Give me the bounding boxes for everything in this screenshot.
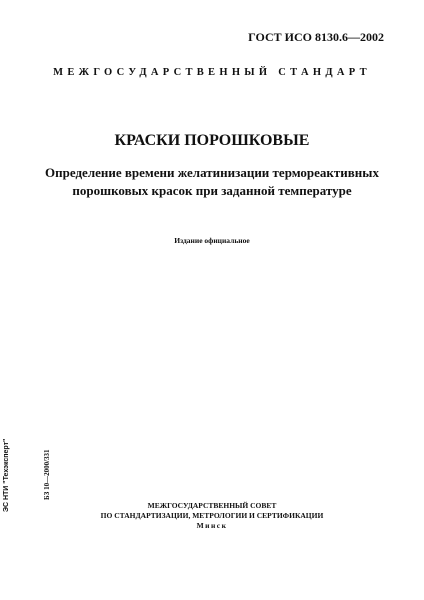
edition-note: Издание официальное	[174, 236, 250, 245]
gost-number: ГОСТ ИСО 8130.6—2002	[248, 30, 384, 44]
subtitle-line-1: Определение времени желатинизации термореактивных	[45, 165, 379, 180]
subtitle-line-2: порошковых красок при заданной температуре	[72, 183, 352, 198]
publisher-line-1: МЕЖГОСУДАРСТВЕННЫЙ СОВЕТ	[147, 501, 277, 510]
document-subtitle	[30, 164, 394, 200]
publisher-city: Минск	[196, 521, 228, 530]
publisher-block	[0, 501, 424, 531]
standard-type-heading: МЕЖГОСУДАРСТВЕННЫЙ СТАНДАРТ	[53, 67, 371, 78]
side-document-code: БЗ 10—2000/331	[43, 449, 51, 500]
publisher-line-2: ПО СТАНДАРТИЗАЦИИ, МЕТРОЛОГИИ И СЕРТИФИКАЦИИ	[100, 511, 324, 520]
document-title: КРАСКИ ПОРОШКОВЫЕ	[114, 132, 310, 149]
side-publisher-mark: ЭС НТИ "Техэксперт"	[3, 438, 10, 512]
